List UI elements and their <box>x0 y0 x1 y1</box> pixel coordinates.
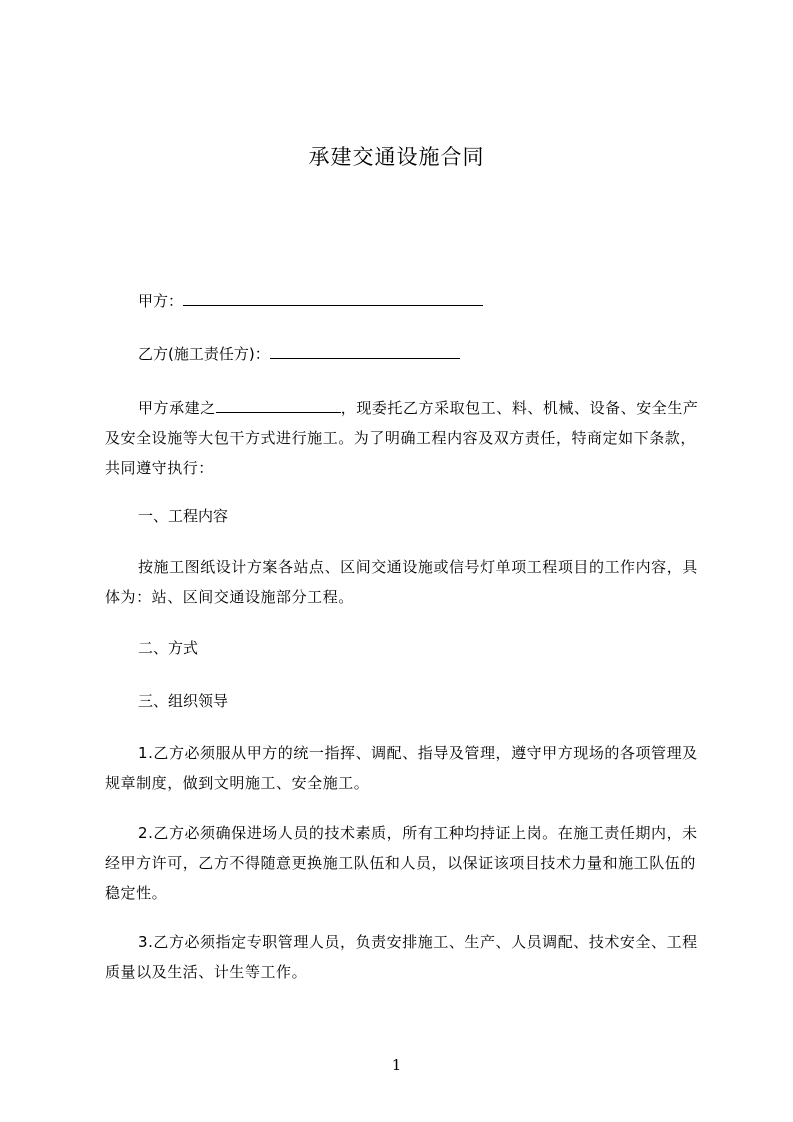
section-body <box>105 552 705 612</box>
intro-text-start: 甲方承建之 <box>138 399 216 417</box>
party-b-label: 乙方(施工责任方)： <box>138 345 270 363</box>
party-b-line <box>105 343 738 365</box>
section-body-text: 按施工图纸设计方案各站点、区间交通设施或信号灯单项工程项目的工作内容，具体为：站、区间交通设施部分工程。 <box>105 558 698 606</box>
project-name-blank <box>216 397 341 413</box>
list-item-text: 3.乙方必须指定专职管理人员，负责安排施工、生产、人员调配、技术安全、工程质量以及生活、计生等工作。 <box>105 933 698 981</box>
list-item <box>105 818 705 908</box>
intro-text-rest: ，现委托乙方采取包工、料、机械、设备、安全生产及安全设施等大包干方式进行施工。为了明确工程内容及双方责任，特商定如下条款，共同遵守执行： <box>105 399 699 477</box>
list-item <box>105 738 705 798</box>
section-heading: 一、工程内容 <box>138 507 229 525</box>
section-heading: 二、方式 <box>138 639 199 657</box>
intro-paragraph <box>105 393 705 483</box>
section-heading: 三、组织领导 <box>138 692 229 710</box>
party-a-label: 甲方： <box>138 292 184 310</box>
page-number: 1 <box>391 1056 402 1074</box>
document-title: 承建交通设施合同 <box>308 145 485 169</box>
list-item <box>105 927 705 987</box>
party-b-blank <box>270 343 460 359</box>
party-a-line <box>105 290 738 312</box>
list-item-text: 2.乙方必须确保进场人员的技术素质，所有工种均持证上岗。在施工责任期内，未经甲方许可，乙方不得随意更换施工队伍和人员，以保证该项目技术力量和施工队伍的稳定性。 <box>105 824 698 902</box>
list-item-text: 1.乙方必须服从甲方的统一指挥、调配、指导及管理，遵守甲方现场的各项管理及规章制度，做到文明施工、安全施工。 <box>105 744 698 792</box>
party-a-blank <box>183 290 483 306</box>
